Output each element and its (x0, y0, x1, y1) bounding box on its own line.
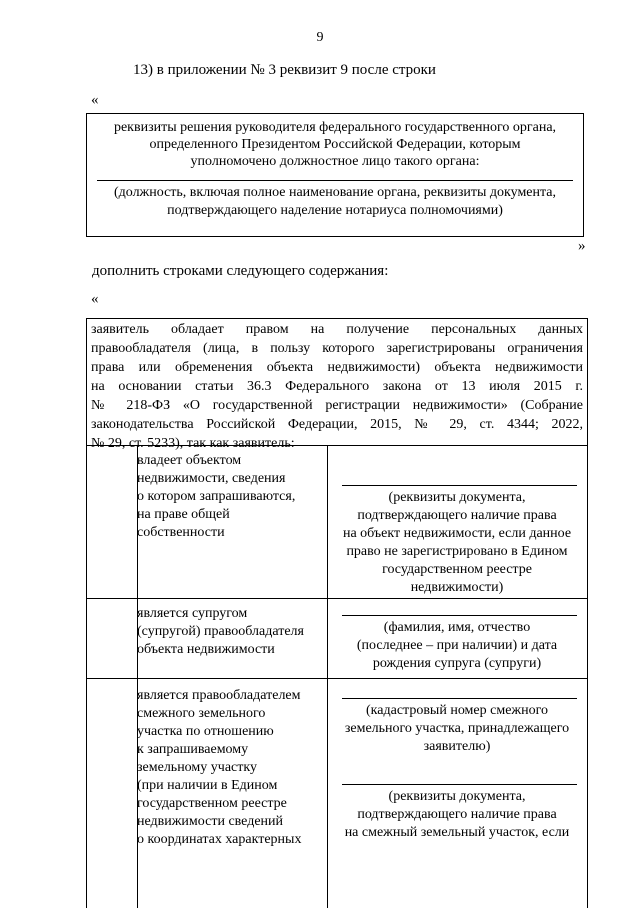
caption-line: государственном реестре (382, 562, 532, 577)
text-line: о котором запрашиваются, (137, 489, 296, 504)
original-row-caption (87, 184, 583, 220)
text-line: определенного Президентом Российской Федерации, которым (149, 137, 521, 152)
caption-line: на объект недвижимости, если данное (342, 526, 572, 541)
new-rows-box (86, 318, 588, 908)
row3-cadastral-caption (327, 702, 587, 756)
fill-in-line (342, 698, 577, 699)
caption-line: на смежный земельный участок, если (344, 825, 570, 840)
open-quote-2: « (91, 291, 99, 307)
text-line: (при наличии в Едином (137, 778, 278, 793)
row2-condition (137, 605, 327, 659)
caption-line: (должность, включая полное наименование органа, реквизиты документа, (113, 185, 557, 200)
text-line: земельному участку (137, 760, 257, 775)
applicant-rights-paragraph (91, 320, 583, 453)
text-line: реквизиты решения руководителя федерального государственного органа, (113, 120, 557, 135)
fill-in-line (342, 615, 577, 616)
text-line: на праве общей (137, 507, 230, 522)
text-line: правообладателя (лица, в пользу которого зарегистрированы ограничения (91, 341, 583, 356)
text-line: законодательства Российской Федерации, 2015, № 29, ст. 4344; 2022, (91, 417, 583, 432)
text-line: о координатах характерных (137, 832, 302, 847)
text-line: является супругом (137, 606, 248, 621)
text-line: владеет объектом (137, 453, 242, 468)
text-line: собственности (137, 525, 225, 540)
caption-line: подтверждающего наличие права (357, 508, 557, 523)
text-line: № 218-ФЗ «О государственной регистрации недвижимости» (Собрание (91, 398, 583, 413)
row2-requisite-caption (327, 619, 587, 673)
text-line: недвижимости, сведения (137, 471, 286, 486)
fill-in-line (342, 784, 577, 785)
caption-line: (кадастровый номер смежного (366, 703, 548, 718)
caption-line: (последнее – при наличии) и дата (356, 638, 558, 653)
caption-line: рождения супруга (супруги) (372, 656, 542, 671)
row-divider (87, 678, 587, 679)
text-line: смежного земельного (137, 706, 266, 721)
caption-line: недвижимости) (410, 580, 504, 595)
text-line: к запрашиваемому (137, 742, 249, 757)
text-line: (супругой) правообладателя (137, 624, 304, 639)
text-line: участка по отношению (137, 724, 274, 739)
supplement-text: дополнить строками следующего содержания: (92, 263, 389, 279)
caption-line: (реквизиты документа, (388, 789, 526, 804)
page-number: 9 (316, 30, 324, 45)
caption-line: заявителю) (423, 739, 491, 754)
text-line: заявитель обладает правом на получение персональных данных (91, 322, 583, 337)
original-row-box (86, 113, 584, 237)
caption-line: (реквизиты документа, (388, 490, 526, 505)
caption-line: право не зарегистрировано в Едином (346, 544, 568, 559)
original-row-text (87, 119, 583, 170)
amendment-intro: 13) в приложении № 3 реквизит 9 после строки (133, 62, 436, 78)
text-line: права или обременения объекта недвижимости) объекта недвижимости (91, 360, 583, 375)
caption-line: (фамилия, имя, отчество (383, 620, 531, 635)
text-line: № 29, ст. 5233), так как заявитель: (91, 436, 295, 451)
applicant-basis-table (87, 445, 587, 908)
text-line: объекта недвижимости (137, 642, 275, 657)
row3-requisite-caption (327, 788, 587, 842)
text-line: уполномочено должностное лицо такого органа: (190, 154, 480, 169)
open-quote-1: « (91, 92, 99, 108)
text-line: недвижимости сведений (137, 814, 284, 829)
row3-condition (137, 687, 327, 849)
row1-requisite-caption (327, 489, 587, 597)
row1-condition (137, 452, 327, 542)
fill-in-line (342, 485, 577, 486)
text-line: на основании статьи 36.3 Федерального закона от 13 июля 2015 г. (91, 379, 583, 394)
row-divider (87, 598, 587, 599)
text-line: является правообладателем (137, 688, 301, 703)
close-quote-1: » (578, 238, 586, 254)
fill-in-line (97, 180, 573, 181)
caption-line: подтверждающего наделение нотариуса полномочиями) (167, 203, 503, 218)
caption-line: подтверждающего наличие права (357, 807, 557, 822)
text-line: государственном реестре (137, 796, 287, 811)
caption-line: земельного участка, принадлежащего (344, 721, 570, 736)
